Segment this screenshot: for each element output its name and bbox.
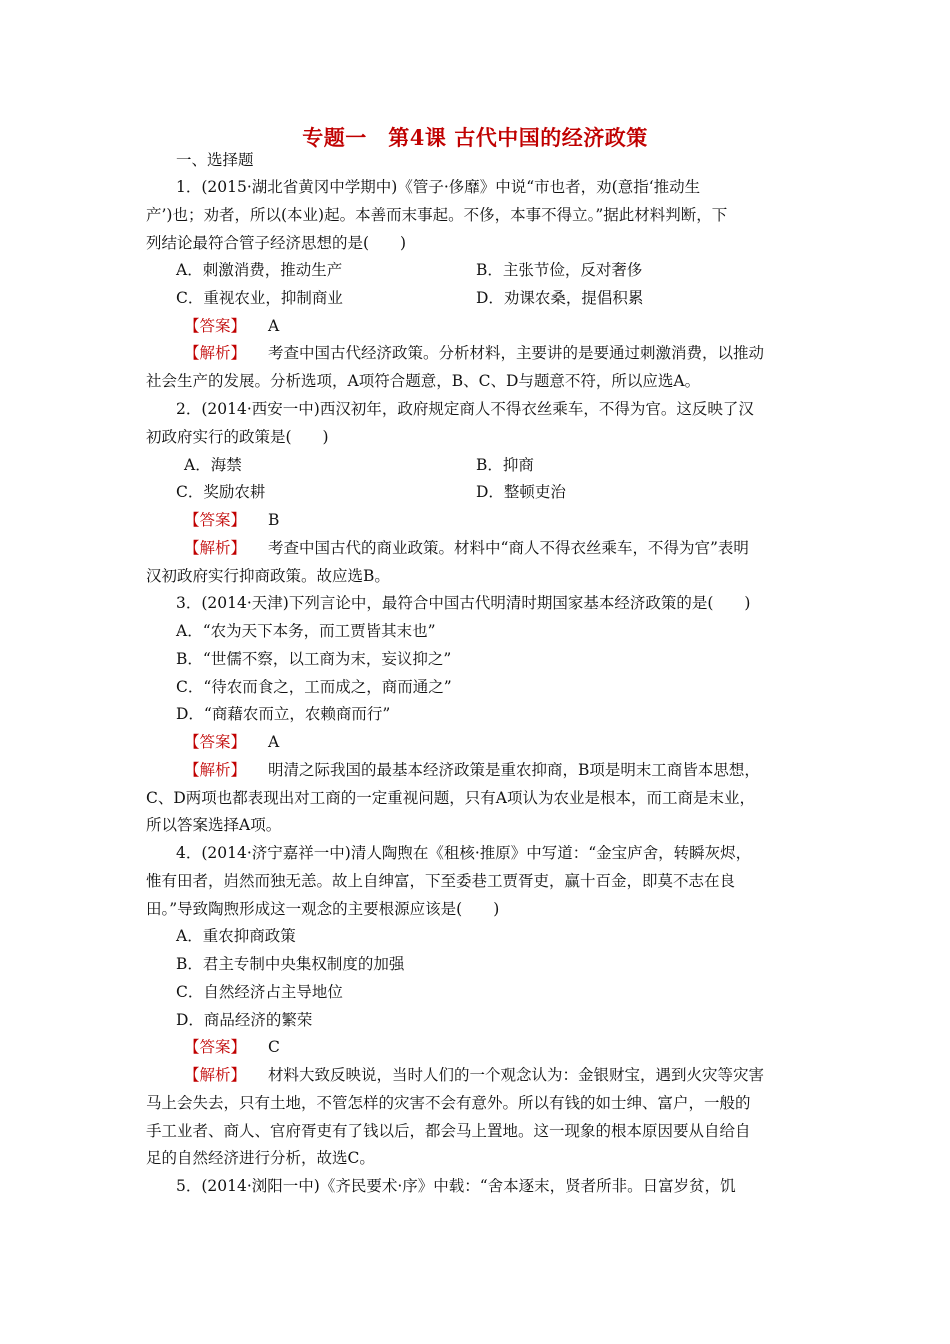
answer-value: A (268, 317, 280, 335)
question-2-option-d: D．整顿吏治 (476, 483, 566, 501)
question-4-answer (184, 1037, 280, 1057)
answer-value: C (268, 1038, 280, 1056)
question-1-analysis-cont: 社会生产的发展。分析选项，A项符合题意，B、C、D与题意不符，所以应选A。 (146, 372, 701, 390)
answer-label: 【答案】 (184, 511, 247, 529)
question-3-option-d: D．“商藉农而立，农赖商而行” (176, 705, 391, 723)
question-4-option-a: A．重农抑商政策 (176, 927, 296, 945)
question-4-stem: 田。”导致陶煦形成这一观念的主要根源应该是( ) (146, 900, 500, 918)
question-3-analysis (184, 760, 760, 780)
question-4-option-b: B．君主专制中央集权制度的加强 (176, 955, 405, 973)
question-1-option-c: C．重视农业，抑制商业 (176, 289, 343, 307)
question-3-analysis-cont: 所以答案选择A项。 (146, 816, 282, 834)
question-1-option-b: B．主张节俭，反对奢侈 (476, 261, 643, 279)
question-3-analysis-cont: C、D两项也都表现出对工商的一定重视问题，只有A项认为农业是根本，而工商是末业， (146, 789, 755, 807)
question-5-stem: 5．(2014·浏阳一中)《齐民要术·序》中载：“舍本逐末，贤者所非。日富岁贫，饥 (176, 1177, 736, 1195)
section-heading: 一、选择题 (176, 151, 254, 169)
question-3-stem: 3．(2014·天津)下列言论中，最符合中国古代明清时期国家基本经济政策的是( ) (176, 594, 751, 612)
question-2-analysis (184, 538, 749, 558)
analysis-text: 材料大致反映说，当时人们的一个观念认为：金银财宝，遇到火灾等灾害 (268, 1066, 765, 1084)
analysis-text: 明清之际我国的最基本经济政策是重农抑商，B项是明末工商皆本思想， (268, 761, 760, 779)
question-2-option-b: B．抑商 (476, 456, 534, 474)
analysis-text: 考查中国古代的商业政策。材料中“商人不得衣丝乘车，不得为官”表明 (268, 539, 749, 557)
question-2-stem: 初政府实行的政策是( ) (146, 428, 329, 446)
question-1-analysis (184, 343, 764, 363)
question-4-option-c: C．自然经济占主导地位 (176, 983, 343, 1001)
analysis-label: 【解析】 (184, 761, 247, 779)
answer-label: 【答案】 (184, 317, 247, 335)
question-3-option-a: A．“农为天下本务，而工贾皆其末也” (176, 622, 436, 640)
analysis-text: 考查中国古代经济政策。分析材料，主要讲的是要通过刺激消费，以推动 (268, 344, 765, 362)
question-4-stem: 4．(2014·济宁嘉祥一中)清人陶煦在《租核·推原》中写道：“金宝庐舍，转瞬灰烬， (176, 844, 752, 862)
answer-value: A (268, 733, 280, 751)
question-1-option-d: D．劝课农桑，提倡积累 (476, 289, 644, 307)
answer-value: B (268, 511, 280, 529)
question-2-option-c: C．奖励农耕 (176, 483, 266, 501)
question-3-option-b: B．“世儒不察，以工商为末，妄议抑之” (176, 650, 452, 668)
question-4-analysis-cont: 马上会失去，只有土地，不管怎样的灾害不会有意外。所以有钱的如士绅、富户，一般的 (146, 1094, 751, 1112)
question-1-stem: 列结论最符合管子经济思想的是( ) (146, 234, 407, 252)
question-2-stem: 2．(2014·西安一中)西汉初年，政府规定商人不得衣丝乘车，不得为官。这反映了汉 (176, 400, 754, 418)
question-3-answer (184, 732, 279, 752)
question-4-stem: 惟有田者，岿然而独无恙。故上自绅富，下至委巷工贾胥吏，赢十百金，即莫不志在良 (146, 872, 736, 890)
question-4-analysis-cont: 足的自然经济进行分析，故选C。 (146, 1149, 375, 1167)
analysis-label: 【解析】 (184, 539, 247, 557)
answer-label: 【答案】 (184, 733, 247, 751)
question-2-analysis-cont: 汉初政府实行抑商政策。故应选B。 (146, 567, 390, 585)
question-1-option-a: A．刺激消费，推动生产 (176, 261, 343, 279)
analysis-label: 【解析】 (184, 1066, 247, 1084)
question-1-stem: 1．(2015·湖北省黄冈中学期中)《管子·侈靡》中说“市也者，劝(意指‘推动生 (176, 178, 701, 196)
question-3-option-c: C．“待农而食之，工而成之，商而通之” (176, 678, 452, 696)
question-4-analysis (184, 1065, 764, 1085)
question-2-option-a: A．海禁 (184, 456, 242, 474)
page-title: 专题一 第4课 古代中国的经济政策 (302, 125, 648, 150)
analysis-label: 【解析】 (184, 344, 247, 362)
question-4-option-d: D．商品经济的繁荣 (176, 1011, 313, 1029)
question-1-answer (184, 316, 279, 336)
question-1-stem: 产’)也；劝者，所以(本业)起。本善而末事起。不侈，本事不得立。”据此材料判断，下 (146, 206, 728, 224)
question-2-answer (184, 510, 279, 530)
question-4-analysis-cont: 手工业者、商人、官府胥吏有了钱以后，都会马上置地。这一现象的根本原因要从自给自 (146, 1122, 751, 1140)
answer-label: 【答案】 (184, 1038, 247, 1056)
